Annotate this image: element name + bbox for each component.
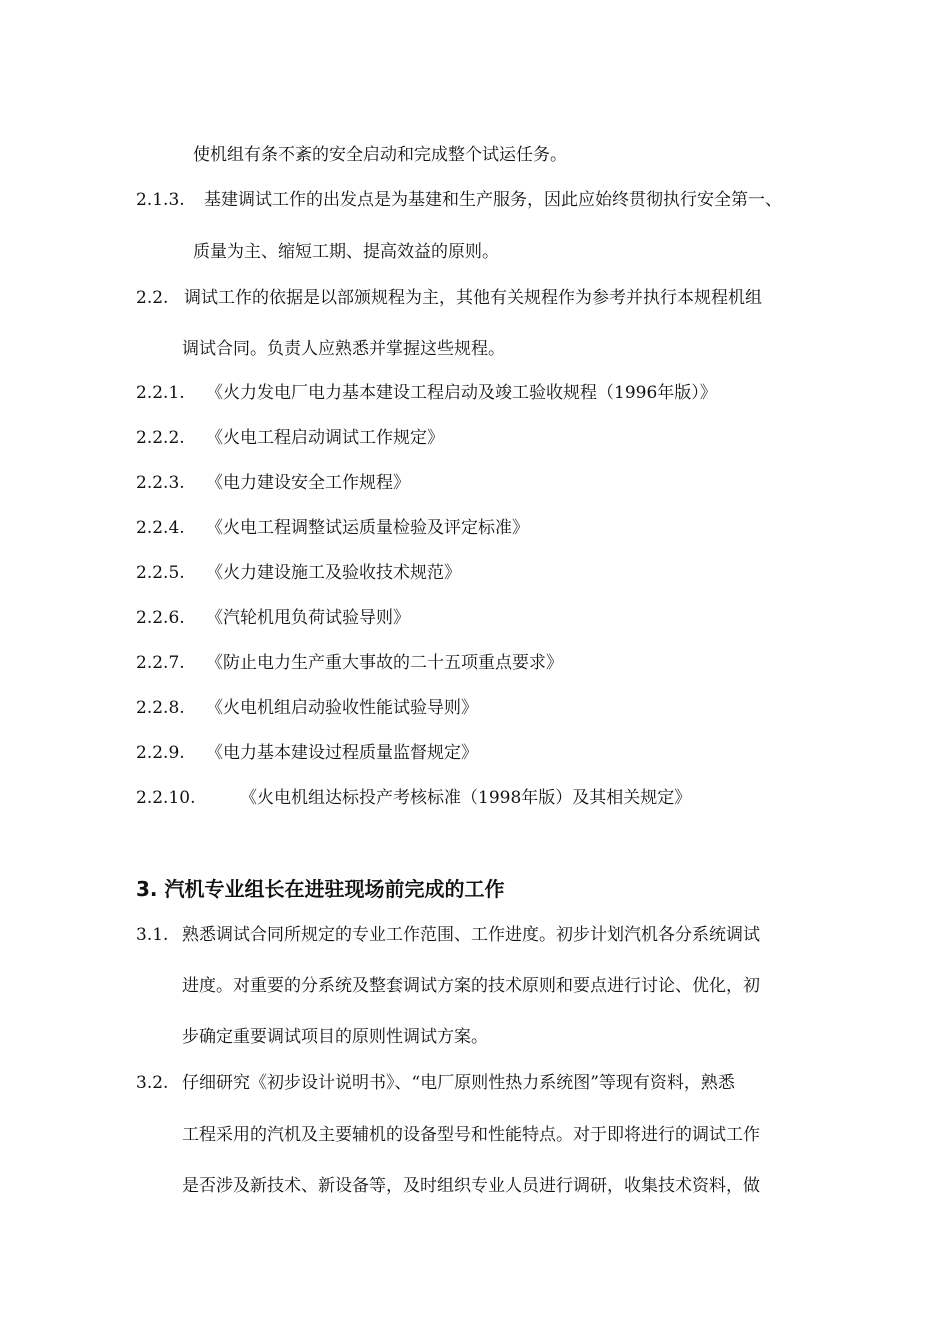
regulation-number: 2.2.10. <box>136 788 196 808</box>
clause-3-2-text-cont: 工程采用的汽机及主要辅机的设备型号和性能特点。对于即将进行的调试工作 <box>182 1125 760 1145</box>
regulation-number: 2.2.7. <box>136 653 185 673</box>
regulation-item <box>136 787 692 809</box>
regulation-item <box>136 652 563 674</box>
clause-3-2-text: 仔细研究《初步设计说明书》、“电厂原则性热力系统图”等现有资料，熟悉 <box>182 1073 735 1093</box>
regulation-number: 2.2.3. <box>136 473 185 493</box>
clause-2-1-3-number: 2.1.3. <box>136 190 185 210</box>
regulation-item <box>136 427 444 449</box>
regulation-title: 《火电工程启动调试工作规定》 <box>206 428 444 448</box>
regulation-number: 2.2.2. <box>136 428 185 448</box>
regulation-title: 《汽轮机甩负荷试验导则》 <box>206 608 410 628</box>
clause-3-1-text-cont: 步确定重要调试项目的原则性调试方案。 <box>182 1027 488 1047</box>
regulation-number: 2.2.9. <box>136 743 185 763</box>
regulation-number: 2.2.6. <box>136 608 185 628</box>
regulation-item <box>136 517 529 539</box>
regulation-item <box>136 382 717 404</box>
regulation-number: 2.2.1. <box>136 383 185 403</box>
clause-2-1-3-text: 基建调试工作的出发点是为基建和生产服务，因此应始终贯彻执行安全第一、 <box>204 190 782 210</box>
regulation-title: 《火力发电厂电力基本建设工程启动及竣工验收规程（1996年版）》 <box>206 383 717 403</box>
clause-2-2-text: 调试工作的依据是以部颁规程为主，其他有关规程作为参考并执行本规程机组 <box>184 288 762 308</box>
regulation-title: 《火力建设施工及验收技术规范》 <box>206 563 461 583</box>
regulation-title: 《火电工程调整试运质量检验及评定标准》 <box>206 518 529 538</box>
regulation-number: 2.2.8. <box>136 698 185 718</box>
clause-3-1-number: 3.1. <box>136 925 169 945</box>
regulation-number: 2.2.5. <box>136 563 185 583</box>
clause-2-1-3-text-cont: 质量为主、缩短工期、提高效益的原则。 <box>193 242 499 262</box>
clause-2-2-text-cont: 调试合同。负责人应熟悉并掌握这些规程。 <box>182 339 505 359</box>
regulation-title: 《电力基本建设过程质量监督规定》 <box>206 743 478 763</box>
regulation-item <box>136 472 410 494</box>
regulation-title: 《火电机组达标投产考核标准（1998年版）及其相关规定》 <box>240 788 692 808</box>
regulation-item <box>136 562 461 584</box>
regulation-item <box>136 742 478 764</box>
regulation-item <box>136 607 410 629</box>
regulation-number: 2.2.4. <box>136 518 185 538</box>
regulation-title: 《防止电力生产重大事故的二十五项重点要求》 <box>206 653 563 673</box>
regulation-title: 《电力建设安全工作规程》 <box>206 473 410 493</box>
regulation-item <box>136 697 478 719</box>
regulation-title: 《火电机组启动验收性能试验导则》 <box>206 698 478 718</box>
clause-2-2-number: 2.2. <box>136 288 169 308</box>
clause-3-1-text: 熟悉调试合同所规定的专业工作范围、工作进度。初步计划汽机各分系统调试 <box>182 925 760 945</box>
clause-3-1-text-cont: 进度。对重要的分系统及整套调试方案的技术原则和要点进行讨论、优化，初 <box>182 976 760 996</box>
paragraph-continuation: 使机组有条不紊的安全启动和完成整个试运任务。 <box>193 145 567 165</box>
section-heading: 3. 汽机专业组长在进驻现场前完成的工作 <box>136 877 505 901</box>
clause-3-2-text-cont: 是否涉及新技术、新设备等，及时组织专业人员进行调研，收集技术资料，做 <box>182 1176 760 1196</box>
clause-3-2-number: 3.2. <box>136 1073 169 1093</box>
